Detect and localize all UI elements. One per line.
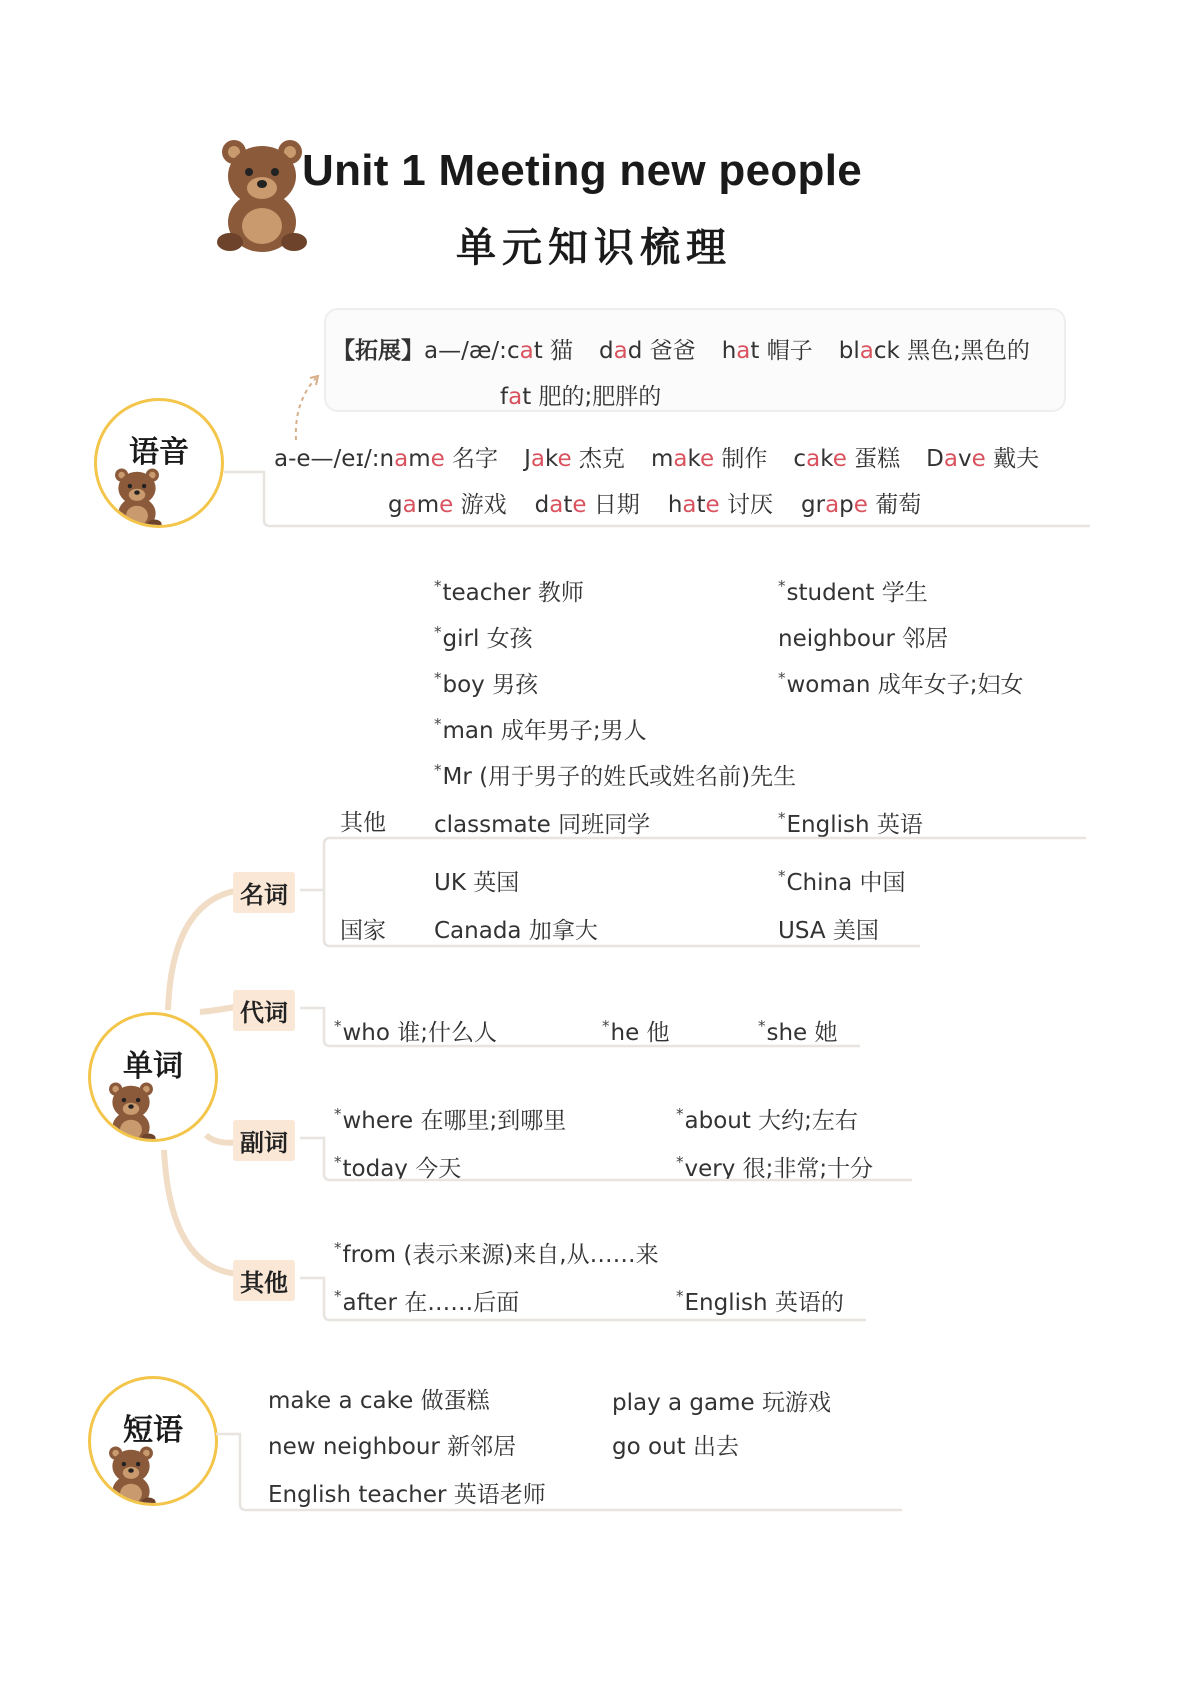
word-part: k xyxy=(820,446,833,472)
word-meaning: 成年女子;妇女 xyxy=(870,672,1024,698)
words-circle xyxy=(88,1012,218,1142)
word-en: very xyxy=(684,1156,736,1182)
word-part: d xyxy=(627,338,643,364)
highlight-letter: a xyxy=(394,446,409,472)
phonics-word xyxy=(535,492,640,518)
star-mark: * xyxy=(758,1017,766,1035)
country-entry xyxy=(434,912,598,945)
highlight-letter: a xyxy=(806,446,821,472)
highlight-letter: e xyxy=(705,492,720,518)
page-subtitle: 单元知识梳理 xyxy=(456,225,732,271)
word-part: c xyxy=(793,446,807,472)
country-entry xyxy=(778,864,906,897)
phrase-en: English teacher xyxy=(268,1482,447,1508)
word-en: UK xyxy=(434,870,466,896)
word-part: t xyxy=(750,338,760,364)
word-part: h xyxy=(667,492,683,518)
phrase-entry xyxy=(612,1428,739,1461)
phrases-circle xyxy=(88,1376,218,1506)
word-meaning: 讨厌 xyxy=(719,492,773,518)
highlight-letter: a xyxy=(613,338,628,364)
highlight-letter: a xyxy=(825,492,840,518)
word-meaning: 爸爸 xyxy=(642,338,696,364)
word-meaning: 美国 xyxy=(825,918,879,944)
word-en: USA xyxy=(778,918,826,944)
word-meaning: 邻居 xyxy=(895,626,949,652)
phonics-rule: a-e—/eɪ/: xyxy=(274,446,380,472)
pronoun-entry xyxy=(334,1014,497,1047)
word-meaning: 女孩 xyxy=(479,626,533,652)
phonics-word xyxy=(388,492,507,518)
highlight-letter: a xyxy=(736,338,751,364)
other-word-entry xyxy=(676,1284,844,1317)
word-part: h xyxy=(721,338,737,364)
word-part: k xyxy=(687,446,700,472)
noun-entry xyxy=(778,806,923,839)
star-mark: * xyxy=(334,1287,342,1305)
word-part: t xyxy=(563,492,573,518)
word-meaning: 猫 xyxy=(542,338,574,364)
extension-label: 【拓展】 xyxy=(332,338,424,364)
highlight-letter: a xyxy=(519,338,534,364)
extension-rule: a—/æ/: xyxy=(424,338,507,364)
word-meaning: 加拿大 xyxy=(521,918,598,944)
word-meaning: (表示来源)来自,从……来 xyxy=(396,1242,659,1268)
star-mark: * xyxy=(778,867,786,885)
phrase-en: make a cake xyxy=(268,1388,414,1414)
phrase-meaning: 出去 xyxy=(685,1434,739,1460)
highlight-letter: e xyxy=(430,446,445,472)
star-mark: * xyxy=(778,809,786,827)
bear-icon xyxy=(210,130,314,254)
phonics-word xyxy=(651,446,767,472)
star-mark: * xyxy=(434,577,442,595)
word-part: d xyxy=(534,492,550,518)
word-part: v xyxy=(957,446,972,472)
word-en: he xyxy=(610,1020,640,1046)
highlight-letter: e xyxy=(572,492,587,518)
phrase-meaning: 新邻居 xyxy=(439,1434,517,1460)
group-label-other: 其他 xyxy=(340,810,386,836)
word-part: t xyxy=(522,384,532,410)
pronoun-entry xyxy=(602,1014,670,1047)
phonics-word xyxy=(524,446,625,472)
word-meaning: 英语的 xyxy=(767,1290,844,1316)
word-part: m xyxy=(408,446,431,472)
highlight-letter: a xyxy=(943,446,958,472)
highlight-letter: e xyxy=(971,446,986,472)
phrase-meaning: 英语老师 xyxy=(446,1482,546,1508)
word-meaning: 蛋糕 xyxy=(846,446,901,472)
phrase-en: new neighbour xyxy=(268,1434,440,1460)
star-mark: * xyxy=(434,669,442,687)
phonics-word xyxy=(839,338,1030,364)
word-en: English xyxy=(786,812,870,838)
tag-others: 其他 xyxy=(233,1260,295,1301)
word-en: student xyxy=(786,580,875,606)
word-meaning: 制作 xyxy=(714,446,768,472)
other-word-entry xyxy=(334,1284,519,1317)
highlight-letter: e xyxy=(853,492,868,518)
word-en: China xyxy=(786,870,853,896)
word-part: t xyxy=(533,338,543,364)
phonics-row-2 xyxy=(388,486,921,519)
phonics-word xyxy=(926,446,1039,472)
word-part: ck xyxy=(873,338,900,364)
word-part: J xyxy=(524,446,531,472)
highlight-letter: a xyxy=(682,492,697,518)
word-en: girl xyxy=(442,626,480,652)
word-meaning: 杰克 xyxy=(571,446,625,472)
phrase-entry xyxy=(268,1382,490,1415)
star-mark: * xyxy=(676,1153,684,1171)
noun-entry xyxy=(778,620,948,653)
word-meaning: 日期 xyxy=(586,492,640,518)
noun-entry xyxy=(778,666,1024,699)
word-part: m xyxy=(416,492,440,518)
bear-icon xyxy=(109,463,165,528)
phrase-meaning: 玩游戏 xyxy=(754,1390,831,1416)
word-meaning: 成年男子;男人 xyxy=(493,718,647,744)
highlight-letter: e xyxy=(832,446,847,472)
adverb-entry xyxy=(676,1150,873,1183)
word-meaning: 她 xyxy=(807,1020,838,1046)
word-en: teacher xyxy=(442,580,531,606)
word-en: where xyxy=(342,1108,414,1134)
word-en: neighbour xyxy=(778,626,895,652)
star-mark: * xyxy=(334,1105,342,1123)
noun-entry xyxy=(434,666,538,699)
word-part: f xyxy=(500,384,509,410)
highlight-letter: a xyxy=(530,446,545,472)
star-mark: * xyxy=(778,669,786,687)
dashed-arrow-icon xyxy=(290,372,330,442)
word-meaning: 男孩 xyxy=(484,672,539,698)
word-meaning: 英国 xyxy=(465,870,520,896)
highlight-letter: a xyxy=(508,384,523,410)
word-meaning: (用于男子的姓氏或姓名前)先生 xyxy=(471,764,797,790)
country-entry xyxy=(434,864,519,897)
phonics-word xyxy=(801,492,921,518)
word-part: p xyxy=(839,492,854,518)
star-mark: * xyxy=(334,1017,342,1035)
group-label-country: 国家 xyxy=(340,918,386,944)
extension-row-1 xyxy=(332,332,1030,365)
phonics-word xyxy=(599,338,696,364)
phonics-word xyxy=(722,338,813,364)
star-mark: * xyxy=(602,1017,610,1035)
phrase-entry xyxy=(268,1476,546,1509)
word-meaning: 游戏 xyxy=(453,492,507,518)
phrase-en: play a game xyxy=(612,1390,755,1416)
phrase-entry xyxy=(612,1384,831,1417)
word-meaning: 今天 xyxy=(407,1156,462,1182)
star-mark: * xyxy=(334,1239,342,1257)
bear-icon xyxy=(103,1077,159,1142)
word-meaning: 很;非常;十分 xyxy=(735,1156,874,1182)
phonics-word xyxy=(380,446,499,472)
phonics-word xyxy=(500,384,661,410)
noun-entry xyxy=(434,620,533,653)
word-meaning: 在哪里;到哪里 xyxy=(413,1108,567,1134)
tag-pronouns: 代词 xyxy=(233,990,295,1031)
phrase-meaning: 做蛋糕 xyxy=(413,1388,490,1414)
phrase-entry xyxy=(268,1428,516,1461)
word-part: t xyxy=(696,492,706,518)
phrases-label: 短语 xyxy=(123,1413,183,1448)
word-en: after xyxy=(342,1290,397,1316)
highlight-letter: e xyxy=(557,446,572,472)
word-en: woman xyxy=(786,672,871,698)
phrase-en: go out xyxy=(612,1434,686,1460)
word-en: from xyxy=(342,1242,397,1268)
phonics-row-1 xyxy=(274,440,1039,473)
word-en: man xyxy=(442,718,494,744)
star-mark: * xyxy=(778,577,786,595)
word-part: bl xyxy=(838,338,860,364)
highlight-letter: a xyxy=(673,446,688,472)
highlight-letter: a xyxy=(549,492,564,518)
noun-entry xyxy=(434,806,650,839)
phonics-label: 语音 xyxy=(129,435,189,470)
highlight-letter: a xyxy=(859,338,874,364)
tag-adverbs: 副词 xyxy=(233,1120,295,1161)
word-meaning: 肥的;肥胖的 xyxy=(531,384,662,410)
word-meaning: 戴夫 xyxy=(985,446,1040,472)
word-en: she xyxy=(766,1020,808,1046)
pronoun-entry xyxy=(758,1014,838,1047)
phonics-word xyxy=(507,338,573,364)
nouns-bracket xyxy=(300,830,1090,970)
word-en: about xyxy=(684,1108,751,1134)
word-meaning: 葡萄 xyxy=(867,492,922,518)
word-meaning: 教师 xyxy=(530,580,584,606)
word-meaning: 同班同学 xyxy=(550,812,651,838)
word-en: Canada xyxy=(434,918,522,944)
word-part: n xyxy=(379,446,395,472)
word-part: m xyxy=(650,446,674,472)
word-meaning: 黑色;黑色的 xyxy=(899,338,1030,364)
word-en: boy xyxy=(442,672,485,698)
words-label: 单词 xyxy=(123,1049,183,1084)
star-mark: * xyxy=(676,1105,684,1123)
word-en: today xyxy=(342,1156,408,1182)
word-en: English xyxy=(684,1290,768,1316)
noun-entry xyxy=(434,574,584,607)
page-title: Unit 1 Meeting new people xyxy=(302,146,862,195)
highlight-letter: e xyxy=(699,446,715,472)
word-meaning: 谁;什么人 xyxy=(389,1020,498,1046)
word-meaning: 中国 xyxy=(852,870,906,896)
noun-entry xyxy=(434,712,647,745)
adverb-entry xyxy=(334,1150,461,1183)
word-part: k xyxy=(544,446,558,472)
phonics-word xyxy=(668,492,773,518)
word-part: c xyxy=(506,338,520,364)
word-part: g xyxy=(388,492,403,518)
highlight-letter: a xyxy=(402,492,417,518)
noun-entry xyxy=(434,758,796,791)
word-part: D xyxy=(926,446,944,472)
bear-icon xyxy=(103,1441,159,1506)
word-en: Mr xyxy=(442,764,472,790)
word-meaning: 学生 xyxy=(874,580,928,606)
word-meaning: 大约;左右 xyxy=(750,1108,858,1134)
word-meaning: 在……后面 xyxy=(396,1290,520,1316)
extension-row-2 xyxy=(500,378,661,411)
word-part: d xyxy=(599,338,614,364)
word-en: classmate xyxy=(434,812,551,838)
word-meaning: 帽子 xyxy=(759,338,813,364)
country-entry xyxy=(778,912,879,945)
star-mark: * xyxy=(434,715,442,733)
highlight-letter: e xyxy=(439,492,454,518)
adverb-entry xyxy=(676,1102,858,1135)
phonics-word xyxy=(793,446,900,472)
word-meaning: 英语 xyxy=(869,812,923,838)
word-meaning: 他 xyxy=(639,1020,670,1046)
word-meaning: 名字 xyxy=(444,446,499,472)
tag-nouns: 名词 xyxy=(233,872,295,913)
other-word-entry xyxy=(334,1236,659,1269)
star-mark: * xyxy=(676,1287,684,1305)
noun-entry xyxy=(778,574,928,607)
phonics-circle xyxy=(94,398,224,528)
star-mark: * xyxy=(434,761,442,779)
word-en: who xyxy=(342,1020,390,1046)
adverb-entry xyxy=(334,1102,566,1135)
star-mark: * xyxy=(334,1153,342,1171)
star-mark: * xyxy=(434,623,442,641)
word-part: gr xyxy=(801,492,826,518)
